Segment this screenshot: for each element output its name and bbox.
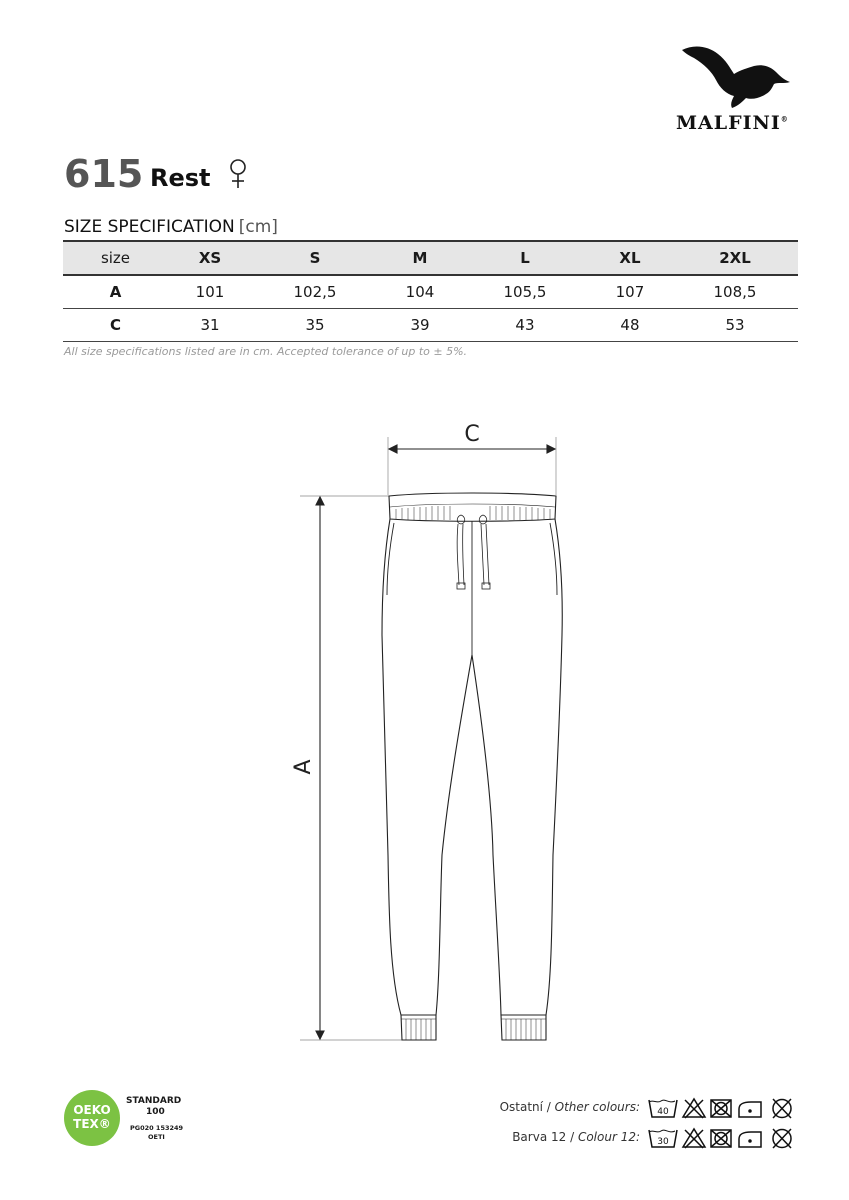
column-header: XS [168, 241, 252, 275]
column-header: M [378, 241, 462, 275]
size-spec-unit: [cm] [238, 217, 278, 237]
cuff-rib [401, 1019, 546, 1040]
oeko-standard-number: 100 [146, 1107, 165, 1117]
table-cell: 108,5 [672, 275, 798, 309]
oeko-tex-badge [64, 1090, 120, 1146]
table-cell: 48 [588, 309, 672, 342]
drawstring-left [457, 524, 464, 585]
care-icons [647, 1096, 799, 1120]
drawstring-knot [457, 515, 465, 524]
waistband-rib [396, 506, 550, 520]
table-cell: 35 [252, 309, 378, 342]
size-spec-title-text: SIZE SPECIFICATION [64, 217, 235, 237]
care-label [500, 1100, 640, 1114]
oeko-tex-line2: TEX® [73, 1117, 111, 1131]
column-header: 2XL [672, 241, 798, 275]
product-name: Rest [150, 164, 211, 192]
care-label-en: Colour 12: [577, 1130, 640, 1144]
oeko-tex-line1: OEKO [73, 1103, 111, 1117]
drawstring-right [481, 524, 489, 585]
wash-temperature: 30 [657, 1137, 669, 1147]
care-label-cs: Ostatní / [499, 1100, 555, 1114]
table-cell: 39 [378, 309, 462, 342]
table-cell: 43 [462, 309, 588, 342]
column-header: size [63, 241, 168, 275]
trousers-technical-drawing [290, 415, 580, 1055]
table-cell: 107 [588, 275, 672, 309]
registered-mark: ® [780, 114, 789, 124]
tolerance-note: All size specifications listed are in cm. Accepted tolerance of up to ± 5%. [64, 345, 468, 358]
care-icons [647, 1126, 799, 1150]
drawstring-knot [479, 515, 487, 524]
column-header: L [462, 241, 588, 275]
table-cell: 105,5 [462, 275, 588, 309]
right-pocket [550, 523, 557, 595]
size-table [63, 240, 798, 342]
column-header: XL [588, 241, 672, 275]
care-row-other-colours [440, 1096, 800, 1120]
column-header: S [252, 241, 378, 275]
row-label: A [63, 275, 168, 309]
oeko-standard-label: STANDARD [126, 1096, 182, 1106]
table-cell: 101 [168, 275, 252, 309]
oeko-certificate-number: PG020 153249 [130, 1124, 184, 1132]
table-cell: 102,5 [252, 275, 378, 309]
wash-temperature: 40 [657, 1107, 669, 1117]
row-label: C [63, 309, 168, 342]
brand-logo [672, 40, 802, 135]
table-cell: 53 [672, 309, 798, 342]
care-label-cs: Barva 12 / [512, 1130, 578, 1144]
oeko-institute: OETI [148, 1133, 165, 1141]
dimension-label-a: A [291, 759, 316, 775]
care-row-colour-12 [440, 1126, 800, 1150]
brand-name: MALFINI [676, 112, 781, 134]
dimension-label-c: C [464, 422, 480, 447]
care-label [512, 1130, 640, 1144]
size-spec-title [64, 216, 278, 238]
eagle-icon [680, 40, 792, 110]
table-cell: 31 [168, 309, 252, 342]
product-code: 615 [64, 152, 144, 196]
table-cell: 104 [378, 275, 462, 309]
table-header-row [63, 241, 798, 275]
female-gender-icon [227, 158, 249, 190]
waistband-seam [390, 504, 555, 507]
care-label-en: Other colours: [554, 1100, 640, 1114]
table-row [63, 309, 798, 342]
table-row [63, 275, 798, 309]
